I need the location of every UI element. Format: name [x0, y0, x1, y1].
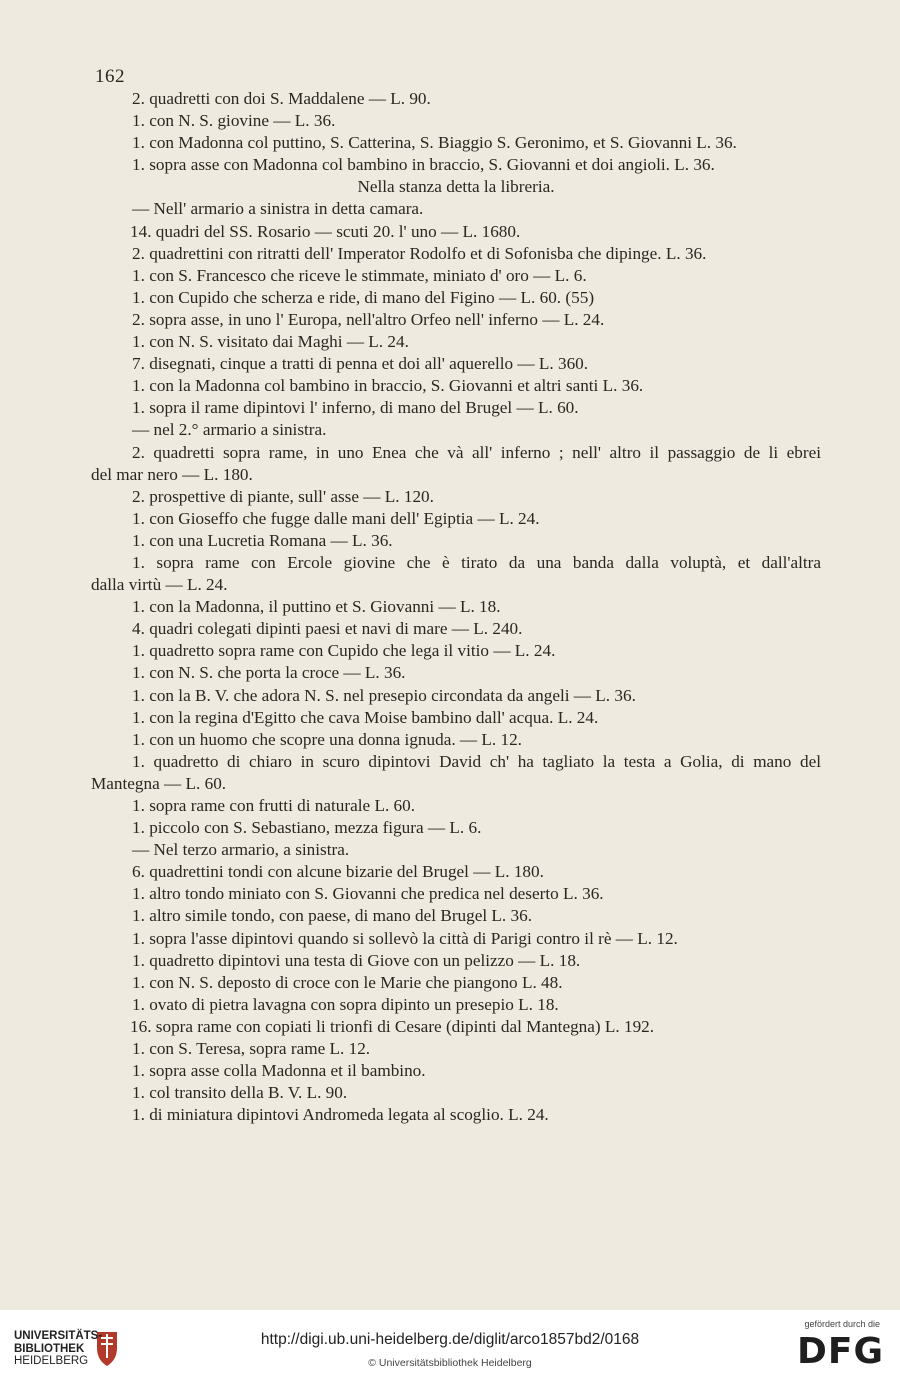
- viewer-footer: [0, 1310, 900, 1385]
- text-line: 2. quadretti con doi S. Maddalene — L. 90.: [132, 89, 431, 108]
- text-line: 4. quadri colegati dipinti paesi et navi di mare — L. 240.: [132, 619, 523, 639]
- text-line: 1. con la regina d'Egitto che cava Moise bambino dall' acqua. L. 24.: [132, 707, 599, 727]
- text-line: 1. sopra l'asse dipintovi quando si sollevò la città di Parigi contro il rè — L. 12.: [132, 928, 678, 948]
- institution-line-2: BIBLIOTHEK: [14, 1342, 85, 1355]
- text-line: 1. col transito della B. V. L. 90.: [132, 1083, 348, 1103]
- text-line: Mantegna — L. 60.: [91, 773, 227, 793]
- text-line: 6. quadrettini tondi con alcune bizarie del Brugel — L. 180.: [132, 862, 544, 882]
- text-line: del mar nero — L. 180.: [91, 464, 253, 484]
- text-line: 1. con Madonna col puttino, S. Catterina, S. Biaggio S. Geronimo, et S. Giovanni L. 36.: [132, 133, 737, 153]
- sponsor-caption: gefördert durch die: [804, 1319, 880, 1329]
- permalink[interactable]: http://digi.ub.uni-heidelberg.de/diglit/arco1857bd2/0168: [260, 1331, 640, 1348]
- text-line: 1. piccolo con S. Sebastiano, mezza figura — L. 6.: [132, 818, 482, 838]
- text-line: 1. altro tondo miniato con S. Giovanni che predica nel deserto L. 36.: [132, 884, 604, 904]
- text-line: 1. con S. Teresa, sopra rame L. 12.: [132, 1039, 371, 1059]
- dfg-logo: DFG: [796, 1331, 884, 1372]
- text-line: 1. con un huomo che scopre una donna ignuda. — L. 12.: [132, 729, 522, 749]
- institution-line-1: UNIVERSITÄTS-: [14, 1330, 103, 1342]
- institution-line-3: HEIDELBERG: [14, 1355, 89, 1367]
- text-line: 1. con N. S. che porta la croce — L. 36.: [132, 663, 406, 683]
- text-line: dalla virtù — L. 24.: [91, 575, 228, 595]
- text-line: 1. altro simile tondo, con paese, di mano del Brugel L. 36.: [132, 906, 533, 926]
- text-line: 1. sopra il rame dipintovi l' inferno, di mano del Brugel — L. 60.: [132, 398, 579, 418]
- text-line: 1. con N. S. visitato dai Maghi — L. 24.: [132, 332, 409, 352]
- text-line: 2. quadretti sopra rame, in uno Enea che và all' inferno ; nell' altro il passaggio de li ebrei: [132, 442, 821, 462]
- text-line: 1. ovato di pietra lavagna con sopra dipinto un presepio L. 18.: [132, 994, 559, 1014]
- text-line: — nel 2.° armario a sinistra.: [132, 420, 327, 440]
- page-number: 162: [95, 66, 125, 87]
- text-line: — Nel terzo armario, a sinistra.: [132, 840, 350, 860]
- text-line: 1. con la Madonna, il puttino et S. Giovanni — L. 18.: [132, 597, 501, 617]
- text-line: 14. quadri del SS. Rosario — scuti 20. l' uno — L. 1680.: [130, 221, 521, 241]
- text-line: 2. prospettive di piante, sull' asse — L. 120.: [132, 486, 434, 506]
- text-line: 2. sopra asse, in uno l' Europa, nell'altro Orfeo nell' inferno — L. 24.: [132, 309, 605, 329]
- text-line: 1. di miniatura dipintovi Andromeda legata al scoglio. L. 24.: [132, 1105, 549, 1125]
- text-line: 1. con Cupido che scherza e ride, di mano del Figino — L. 60. (55): [132, 287, 595, 307]
- text-line: 1. con la B. V. che adora N. S. nel presepio circondata da angeli — L. 36.: [132, 685, 636, 705]
- text-line: 1. con la Madonna col bambino in braccio, S. Giovanni et altri santi L. 36.: [132, 376, 644, 396]
- text-line: 1. sopra rame con frutti di naturale L. 60.: [132, 796, 416, 815]
- text-line: 1. sopra asse colla Madonna et il bambino.: [132, 1061, 426, 1081]
- text-line: — Nell' armario a sinistra in detta camara.: [132, 199, 424, 219]
- copyright-notice: © Universitätsbibliothek Heidelberg: [368, 1357, 532, 1369]
- text-line: 2. quadrettini con ritratti dell' Imperator Rodolfo et di Sofonisba che dipinge. L. 36.: [132, 243, 707, 263]
- text-line: 1. con Gioseffo che fugge dalle mani dell' Egiptia — L. 24.: [132, 508, 540, 528]
- text-line: 1. quadretto dipintovi una testa di Giove con un pelizzo — L. 18.: [132, 950, 581, 970]
- text-line: Nella stanza detta la libreria.: [357, 177, 555, 197]
- text-line: 1. con N. S. giovine — L. 36.: [132, 111, 336, 131]
- text-line: 7. disegnati, cinque a tratti di penna et doi all' aquerello — L. 360.: [132, 354, 589, 374]
- text-line: 1. sopra asse con Madonna col bambino in braccio, S. Giovanni et doi angioli. L. 36.: [132, 155, 715, 175]
- text-line: 1. sopra rame con Ercole giovine che è tirato da una banda dalla voluptà, et dall'altra: [132, 552, 821, 572]
- text-line: 16. sopra rame con copiati li trionfi di Cesare (dipinti dal Mantegna) L. 192.: [130, 1016, 655, 1036]
- text-line: 1. con una Lucretia Romana — L. 36.: [132, 530, 393, 550]
- text-line: 1. con S. Francesco che riceve le stimmate, miniato d' oro — L. 6.: [132, 265, 587, 285]
- text-line: 1. quadretto sopra rame con Cupido che lega il vitio — L. 24.: [132, 641, 556, 661]
- page-text-body: [91, 88, 821, 1126]
- text-line: 1. con N. S. deposto di croce con le Marie che piangono L. 48.: [132, 972, 563, 992]
- text-line: 1. quadretto di chiaro in scuro dipintovi David ch' ha tagliato la testa a Golia, di mano del: [132, 751, 821, 771]
